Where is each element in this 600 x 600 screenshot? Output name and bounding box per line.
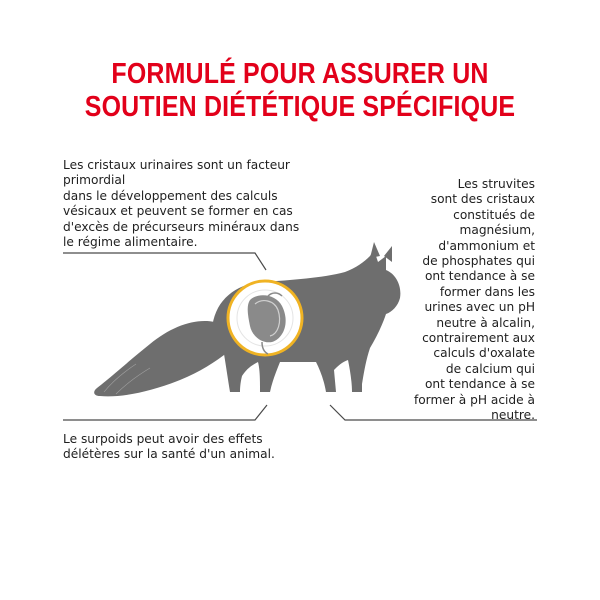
callout-line: former dans les <box>439 284 535 299</box>
callout-line: vésicaux et peuvent se former en cas <box>63 204 293 219</box>
callout-line: ont tendance à se <box>424 269 535 284</box>
headline-line-2: SOUTIEN DIÉTÉTIQUE SPÉCIFIQUE <box>84 91 516 123</box>
callout-line: neutre. <box>491 408 535 423</box>
callout-line: dans le développement des calculs <box>63 188 278 203</box>
callout-line: magnésium, <box>459 223 535 238</box>
callout-line: calculs d'oxalate <box>433 346 535 361</box>
callout-line: Les struvites <box>457 177 535 191</box>
callout-line: d'excès de précurseurs minéraux dans <box>63 219 300 234</box>
callout-line: sont des cristaux <box>430 192 535 207</box>
callout-line: urines avec un pH <box>424 300 535 315</box>
leader-line-bottom-left <box>63 405 267 420</box>
callout-line: former à pH acide à <box>413 392 535 407</box>
callout-line: de phosphates qui <box>422 254 535 269</box>
callout-line: contrairement aux <box>422 331 535 346</box>
callout-line: de calcium qui <box>445 361 535 376</box>
callout-line: d'ammonium et <box>438 238 535 253</box>
callout-line: constitués de <box>453 207 535 222</box>
callout-line: Le surpoids peut avoir des effets <box>63 432 263 446</box>
callout-line: primordial <box>63 173 126 188</box>
headline-line-1: FORMULÉ POUR ASSURER UN <box>111 58 489 90</box>
leader-line-top-left <box>63 253 266 270</box>
callout-line: neutre à alcalin, <box>436 315 535 330</box>
leader-line-right <box>330 405 537 420</box>
callout-line: ont tendance à se <box>424 377 535 392</box>
callout-line: délétères sur la santé d'un animal. <box>63 447 275 462</box>
callout-line: le régime alimentaire. <box>63 235 198 250</box>
bladder-icon <box>228 281 302 355</box>
callout-line: Les cristaux urinaires sont un facteur <box>63 158 290 172</box>
